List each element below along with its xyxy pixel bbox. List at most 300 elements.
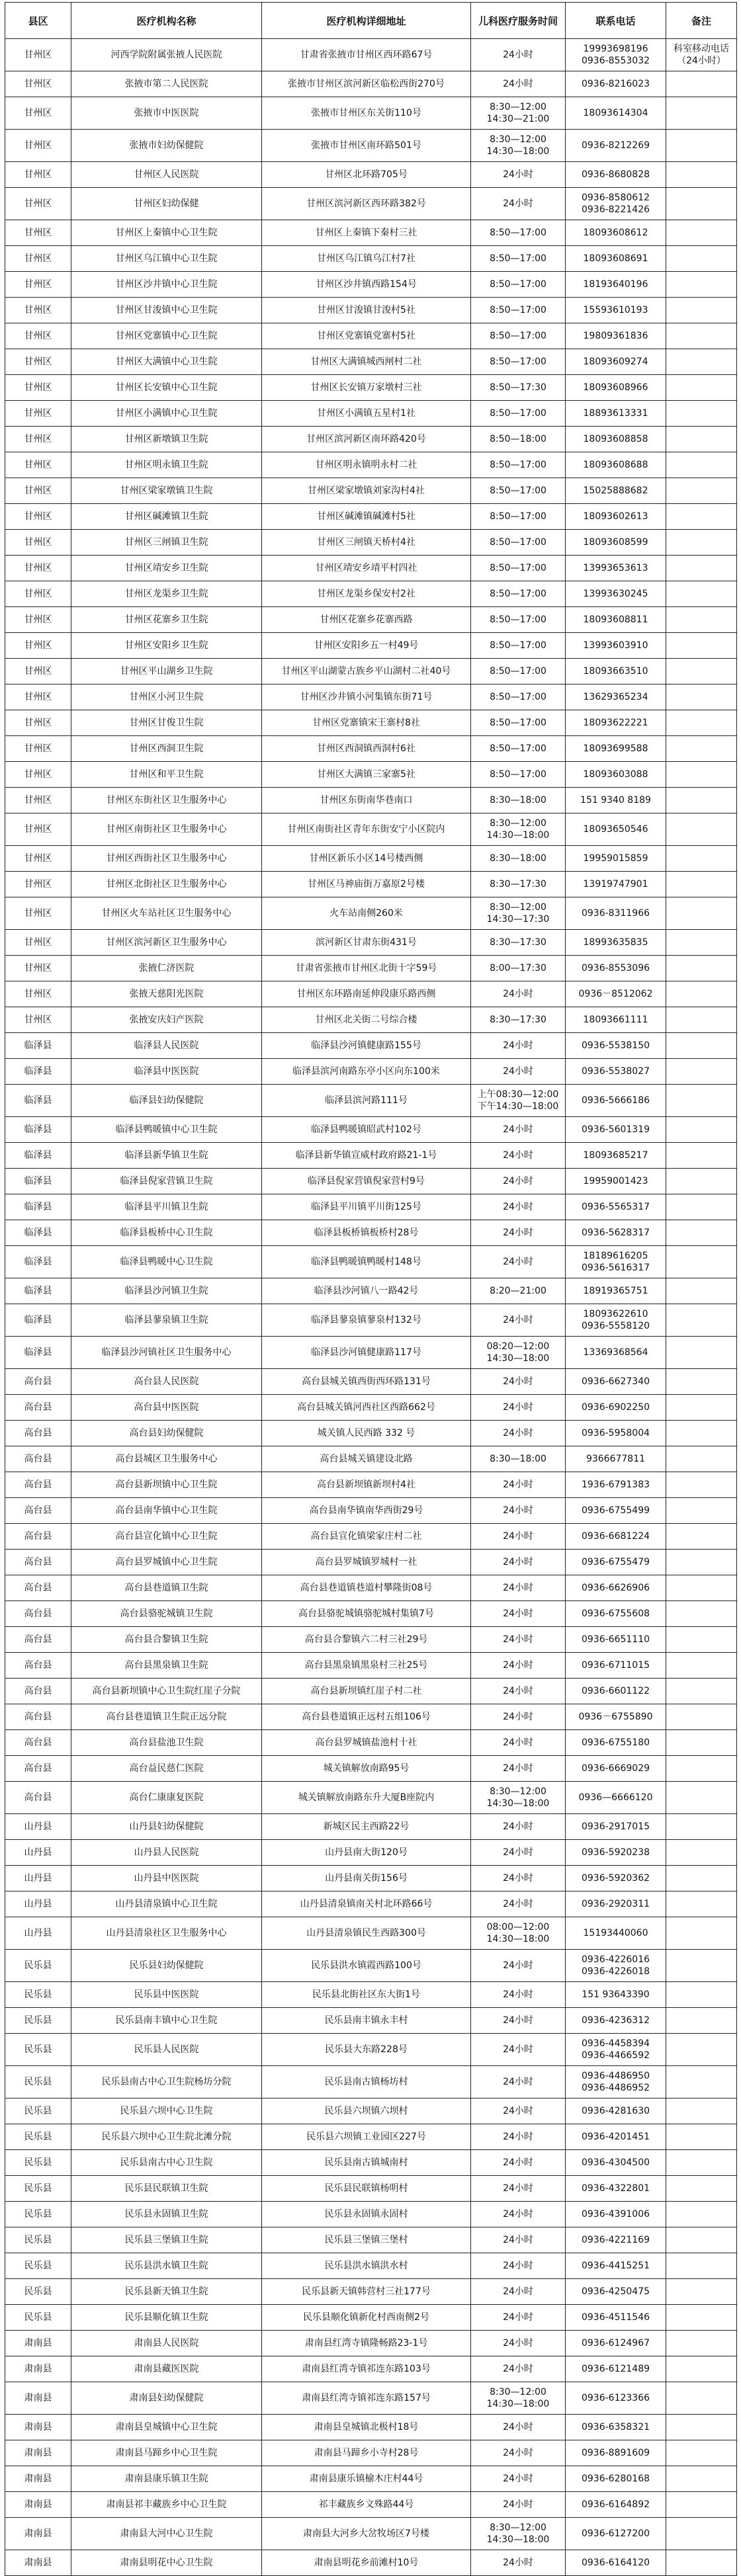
cell-phone-line: 0936-4226018	[581, 1966, 650, 1977]
cell-address: 民乐县南古镇城南村	[262, 2150, 471, 2176]
cell-service-hours	[471, 1194, 566, 1220]
cell-phone-line: 0936-6755608	[581, 1608, 650, 1619]
cell-county: 甘州区	[5, 39, 71, 71]
header-institution-name: 医疗机构名称	[71, 3, 262, 39]
cell-service-hours	[471, 1550, 566, 1575]
cell-county: 肃南县	[5, 2518, 71, 2550]
table-row	[5, 1917, 737, 1950]
table-row	[5, 427, 737, 452]
table-row	[5, 530, 737, 556]
cell-county: 甘州区	[5, 427, 71, 452]
cell-service-hours-line: 14:30—17:30	[486, 914, 550, 925]
cell-remark-line: 科室移动电话	[674, 44, 729, 54]
cell-institution-name: 民乐县三堡镇卫生院	[71, 2227, 262, 2253]
cell-county: 甘州区	[5, 401, 71, 427]
cell-remark	[666, 956, 737, 981]
cell-institution-name: 高台益民慈仁医院	[71, 1756, 262, 1782]
cell-service-hours-line: 8:50—17:00	[490, 408, 546, 419]
cell-address: 肃南县马蹄乡小寺村28号	[262, 2440, 471, 2466]
cell-remark	[666, 1891, 737, 1917]
cell-phone-line: 18093608612	[583, 228, 648, 238]
cell-phone	[566, 1866, 666, 1891]
cell-county: 高台县	[5, 1369, 71, 1395]
cell-phone-line: 0936-4201451	[581, 2132, 650, 2142]
table-row	[5, 1575, 737, 1601]
cell-phone	[566, 1446, 666, 1472]
cell-institution-name: 民乐县南古中心卫生院	[71, 2150, 262, 2176]
cell-service-hours-line: 24小时	[503, 1227, 533, 1238]
cell-phone-line: 0936-4221169	[581, 2235, 650, 2245]
cell-phone	[566, 530, 666, 556]
cell-institution-name: 甘州区乌江镇中心卫生院	[71, 246, 262, 272]
cell-phone	[566, 71, 666, 97]
cell-service-hours	[471, 71, 566, 97]
cell-institution-name: 肃南县祁丰藏族乡中心卫生院	[71, 2492, 262, 2518]
cell-institution-name: 河西学院附属张掖人民医院	[71, 39, 262, 71]
cell-service-hours	[471, 2550, 566, 2576]
cell-phone	[566, 2440, 666, 2466]
cell-phone-line: 0936-6681224	[581, 1531, 650, 1542]
cell-phone	[566, 323, 666, 349]
cell-address: 民乐县洪水镇霞西路100号	[262, 1950, 471, 1982]
cell-phone-line: 0936-4458394	[581, 2038, 650, 2049]
cell-phone	[566, 2202, 666, 2227]
cell-service-hours-line: 24小时	[503, 1634, 533, 1645]
cell-phone-line: 0936-6627340	[581, 1376, 650, 1387]
cell-phone	[566, 401, 666, 427]
cell-county: 肃南县	[5, 2356, 71, 2382]
cell-phone	[566, 710, 666, 736]
cell-phone-line: 13993603910	[583, 640, 648, 651]
cell-phone	[566, 1601, 666, 1627]
cell-phone	[566, 1395, 666, 1421]
cell-institution-name: 张掖市妇幼保健院	[71, 130, 262, 162]
table-row	[5, 2305, 737, 2331]
cell-institution-name: 临泽县鸭暖中心卫生院	[71, 1246, 262, 1278]
cell-address: 民乐县民联镇杨明村	[262, 2176, 471, 2202]
cell-remark	[666, 530, 737, 556]
cell-address: 民乐县六坝镇工业园区227号	[262, 2124, 471, 2150]
cell-remark	[666, 2034, 737, 2066]
cell-phone	[566, 1169, 666, 1194]
cell-phone-line: 0936-5616317	[581, 1263, 650, 1273]
cell-phone	[566, 1704, 666, 1730]
cell-county: 高台县	[5, 1653, 71, 1679]
cell-remark	[666, 581, 737, 607]
cell-phone-line: 15025888682	[583, 485, 648, 496]
cell-county: 临泽县	[5, 1337, 71, 1369]
cell-county: 甘州区	[5, 710, 71, 736]
cell-county: 民乐县	[5, 1982, 71, 2008]
cell-phone-line: 0936-4486952	[581, 2083, 650, 2093]
cell-phone	[566, 504, 666, 530]
cell-county: 甘州区	[5, 633, 71, 659]
cell-phone	[566, 607, 666, 633]
cell-county: 民乐县	[5, 2305, 71, 2331]
cell-phone	[566, 1117, 666, 1143]
cell-county: 甘州区	[5, 162, 71, 188]
cell-phone-line: 0936-6123366	[581, 2393, 650, 2403]
cell-county: 民乐县	[5, 1950, 71, 1982]
cell-institution-name: 临泽县沙河镇卫生院	[71, 1278, 262, 1304]
cell-address: 张掖市甘州区东关街110号	[262, 97, 471, 130]
cell-county: 山丹县	[5, 1840, 71, 1866]
cell-phone	[566, 1498, 666, 1524]
cell-county: 高台县	[5, 1446, 71, 1472]
cell-remark	[666, 1059, 737, 1085]
table-row	[5, 2440, 737, 2466]
cell-service-hours	[471, 930, 566, 956]
cell-phone-line: 18189616205	[583, 1251, 648, 1261]
table-row	[5, 1756, 737, 1782]
cell-service-hours	[471, 736, 566, 762]
table-row	[5, 401, 737, 427]
cell-remark	[666, 607, 737, 633]
cell-phone	[566, 1007, 666, 1033]
cell-address: 临泽县平川镇平川街125号	[262, 1194, 471, 1220]
cell-county: 临泽县	[5, 1033, 71, 1059]
cell-address: 民乐县洪水镇洪水村	[262, 2253, 471, 2279]
cell-address: 山丹县南大街120号	[262, 1840, 471, 1866]
cell-service-hours-line: 8:50—17:00	[490, 614, 546, 625]
cell-county: 甘州区	[5, 272, 71, 298]
cell-county: 甘州区	[5, 736, 71, 762]
cell-institution-name: 甘州区上秦镇中心卫生院	[71, 220, 262, 246]
cell-institution-name: 民乐县永固镇卫生院	[71, 2202, 262, 2227]
cell-institution-name: 山丹县妇幼保健院	[71, 1814, 262, 1840]
cell-county: 民乐县	[5, 2202, 71, 2227]
cell-county: 甘州区	[5, 897, 71, 930]
cell-phone-line: 0936-5538027	[581, 1066, 650, 1077]
header-service-hours: 儿科医疗服务时间	[471, 3, 566, 39]
cell-service-hours-line: 14:30—18:00	[486, 1934, 550, 1944]
cell-phone-line: 0936-5920238	[581, 1847, 650, 1858]
cell-phone-line: 18093614304	[583, 108, 648, 118]
table-row	[5, 39, 737, 71]
cell-phone	[566, 1950, 666, 1982]
cell-phone	[566, 872, 666, 897]
cell-service-hours-line: 8:30—17:30	[490, 1015, 546, 1025]
cell-address: 山丹县南关街156号	[262, 1866, 471, 1891]
cell-phone-line: 0936-8216023	[581, 79, 650, 89]
cell-service-hours	[471, 349, 566, 375]
cell-remark	[666, 246, 737, 272]
cell-institution-name: 民乐县民联镇卫生院	[71, 2176, 262, 2202]
cell-county: 临泽县	[5, 1278, 71, 1304]
cell-service-hours-line: 24小时	[503, 1066, 533, 1077]
cell-service-hours-line: 8:50—17:00	[490, 743, 546, 754]
cell-address: 甘州区党寨镇党寨村5社	[262, 323, 471, 349]
header-county: 县区	[5, 3, 71, 39]
cell-institution-name: 甘州区平山湖乡卫生院	[71, 659, 262, 685]
cell-service-hours-line: 8:30—18:00	[490, 1454, 546, 1464]
cell-county: 甘州区	[5, 478, 71, 504]
cell-phone-line: 151 9340 8189	[580, 795, 651, 806]
cell-service-hours	[471, 2492, 566, 2518]
cell-service-hours-line: 8:50—17:00	[490, 485, 546, 496]
cell-phone-line: 0936-4281630	[581, 2106, 650, 2116]
cell-service-hours-line: 8:50—17:00	[490, 718, 546, 728]
table-row	[5, 1524, 737, 1550]
cell-institution-name: 张掖仁济医院	[71, 956, 262, 981]
cell-institution-name: 甘州区北街社区卫生服务中心	[71, 872, 262, 897]
cell-remark	[666, 1627, 737, 1653]
cell-remark	[666, 427, 737, 452]
table-row	[5, 1950, 737, 1982]
cell-county: 民乐县	[5, 2034, 71, 2066]
cell-remark	[666, 736, 737, 762]
cell-phone-line: 0936-5565317	[581, 1202, 650, 1212]
cell-county: 高台县	[5, 1524, 71, 1550]
cell-service-hours-line: 24小时	[503, 1428, 533, 1438]
table-row	[5, 1891, 737, 1917]
cell-county: 甘州区	[5, 323, 71, 349]
cell-phone	[566, 1246, 666, 1278]
cell-phone	[566, 2253, 666, 2279]
cell-institution-name: 肃南县马蹄乡中心卫生院	[71, 2440, 262, 2466]
cell-service-hours	[471, 2253, 566, 2279]
cell-county: 高台县	[5, 1679, 71, 1704]
cell-remark	[666, 1472, 737, 1498]
cell-phone-line: 0936-6164120	[581, 2557, 650, 2568]
cell-county: 临泽县	[5, 1194, 71, 1220]
cell-address: 甘肃省张掖市甘州区西环路67号	[262, 39, 471, 71]
cell-phone-line: 0936-8311966	[581, 908, 650, 919]
cell-service-hours	[471, 1982, 566, 2008]
cell-phone-line: 0936-2917015	[581, 1821, 650, 1832]
cell-remark	[666, 323, 737, 349]
table-row	[5, 736, 737, 762]
cell-remark	[666, 1982, 737, 2008]
cell-phone	[566, 2227, 666, 2253]
cell-address: 甘州区长安镇万家墩村三社	[262, 375, 471, 401]
cell-service-hours	[471, 220, 566, 246]
cell-service-hours-line: 24小时	[503, 198, 533, 209]
cell-address: 甘州区滨河新区南环路420号	[262, 427, 471, 452]
cell-phone-line: 0936-6651110	[581, 1634, 650, 1645]
cell-institution-name: 甘州区梁家墩镇卫生院	[71, 478, 262, 504]
cell-phone-line: 0936-6164892	[581, 2499, 650, 2510]
table-row	[5, 2466, 737, 2492]
cell-address: 民乐县北街社区东大街1号	[262, 1982, 471, 2008]
cell-service-hours-line: 24小时	[503, 2209, 533, 2220]
cell-remark	[666, 2356, 737, 2382]
cell-service-hours	[471, 1891, 566, 1917]
cell-service-hours	[471, 427, 566, 452]
cell-service-hours-line: 24小时	[503, 1608, 533, 1619]
cell-county: 肃南县	[5, 2550, 71, 2576]
cell-county: 山丹县	[5, 1814, 71, 1840]
cell-phone-line: 0936-8221426	[581, 204, 650, 215]
table-row	[5, 2279, 737, 2305]
cell-phone	[566, 2279, 666, 2305]
cell-phone-line: 13993653613	[583, 563, 648, 573]
cell-phone	[566, 2066, 666, 2098]
cell-address: 临泽县板桥镇板桥村28号	[262, 1220, 471, 1246]
cell-institution-name: 张掖天慈阳光医院	[71, 981, 262, 1007]
cell-service-hours-line: 24小时	[503, 169, 533, 180]
cell-service-hours-line: 8:30—12:00	[490, 818, 546, 829]
cell-remark	[666, 762, 737, 788]
cell-service-hours	[471, 188, 566, 220]
cell-county: 甘州区	[5, 607, 71, 633]
cell-institution-name: 甘州区沙井镇中心卫生院	[71, 272, 262, 298]
cell-remark	[666, 2440, 737, 2466]
cell-service-hours-line: 8:30—12:00	[490, 134, 546, 145]
cell-address: 临泽县鸭暖镇鸭暖村148号	[262, 1246, 471, 1278]
cell-address: 张掖市甘州区滨河新区临松西街270号	[262, 71, 471, 97]
cell-phone	[566, 2415, 666, 2440]
cell-phone	[566, 2008, 666, 2034]
cell-service-hours	[471, 2034, 566, 2066]
cell-phone	[566, 1653, 666, 1679]
cell-service-hours	[471, 97, 566, 130]
cell-phone-line: 0936-8680828	[581, 169, 650, 180]
cell-phone	[566, 1304, 666, 1337]
cell-address: 甘州区滨河新区西环路382号	[262, 188, 471, 220]
cell-address: 甘州区上秦镇下秦村三社	[262, 220, 471, 246]
cell-institution-name: 高台县巷道镇卫生院正远分院	[71, 1704, 262, 1730]
cell-phone-line: 0936-5538150	[581, 1040, 650, 1051]
cell-phone	[566, 1782, 666, 1814]
table-row	[5, 375, 737, 401]
cell-remark	[666, 2382, 737, 2415]
cell-phone	[566, 1337, 666, 1369]
cell-phone-line: 18919365751	[583, 1286, 648, 1296]
cell-county: 山丹县	[5, 1917, 71, 1950]
cell-institution-name: 临泽县中医医院	[71, 1059, 262, 1085]
cell-institution-name: 肃南县大河中心卫生院	[71, 2518, 262, 2550]
cell-address: 甘州区平山湖蒙古族乡平山湖村二社40号	[262, 659, 471, 685]
cell-phone	[566, 897, 666, 930]
cell-service-hours-line: 14:30—21:00	[486, 114, 550, 124]
cell-remark	[666, 1007, 737, 1033]
cell-institution-name: 临泽县倪家营镇卫生院	[71, 1169, 262, 1194]
cell-remark	[666, 1756, 737, 1782]
cell-phone-line: 18093602613	[583, 511, 648, 522]
cell-remark	[666, 1304, 737, 1337]
cell-remark	[666, 2466, 737, 2492]
cell-institution-name: 高台县宣化镇中心卫生院	[71, 1524, 262, 1550]
table-row	[5, 272, 737, 298]
cell-institution-name: 高台县中医医院	[71, 1395, 262, 1421]
cell-county: 甘州区	[5, 762, 71, 788]
cell-phone-line: 18093603088	[583, 769, 648, 780]
table-row	[5, 2382, 737, 2415]
cell-service-hours-line: 8:00—17:30	[490, 963, 546, 974]
cell-service-hours-line: 24小时	[503, 1989, 533, 2000]
table-row	[5, 1421, 737, 1446]
cell-address: 甘州区大满镇城西闸村二社	[262, 349, 471, 375]
cell-service-hours-line: 8:30—18:00	[490, 795, 546, 806]
cell-phone-line: 15593610193	[583, 305, 648, 315]
cell-address: 城关镇解放南路东升大厦B座院内	[262, 1782, 471, 1814]
cell-phone-line: 18893613331	[583, 408, 648, 419]
cell-county: 甘州区	[5, 556, 71, 581]
table-row	[5, 2124, 737, 2150]
cell-service-hours-line: 24小时	[503, 1479, 533, 1490]
cell-institution-name: 民乐县六坝中心卫生院北滩分院	[71, 2124, 262, 2150]
cell-address: 民乐县永固镇永固村	[262, 2202, 471, 2227]
cell-phone-line: 0936-4304500	[581, 2157, 650, 2168]
cell-service-hours	[471, 846, 566, 872]
cell-address: 甘州区大满镇三家寨5社	[262, 762, 471, 788]
table-row	[5, 956, 737, 981]
cell-phone	[566, 1550, 666, 1575]
cell-service-hours	[471, 1653, 566, 1679]
cell-service-hours	[471, 478, 566, 504]
cell-service-hours-line: 24小时	[503, 2312, 533, 2323]
table-row	[5, 2492, 737, 2518]
table-row	[5, 97, 737, 130]
cell-service-hours	[471, 452, 566, 478]
cell-service-hours-line: 24小时	[503, 1899, 533, 1909]
cell-service-hours	[471, 2279, 566, 2305]
cell-institution-name: 高台县巷道镇卫生院	[71, 1575, 262, 1601]
cell-county: 甘州区	[5, 956, 71, 981]
cell-service-hours-line: 24小时	[503, 2557, 533, 2568]
cell-county: 临泽县	[5, 1220, 71, 1246]
cell-service-hours-line: 24小时	[503, 50, 533, 60]
cell-remark	[666, 2008, 737, 2034]
cell-county: 甘州区	[5, 504, 71, 530]
cell-remark	[666, 1840, 737, 1866]
cell-county: 高台县	[5, 1421, 71, 1446]
cell-phone-line: 18093609274	[583, 356, 648, 367]
cell-institution-name: 肃南县人民医院	[71, 2331, 262, 2356]
cell-phone	[566, 633, 666, 659]
cell-phone	[566, 1369, 666, 1395]
table-row	[5, 1498, 737, 1524]
cell-remark	[666, 162, 737, 188]
table-row	[5, 71, 737, 97]
cell-county: 山丹县	[5, 1866, 71, 1891]
cell-county: 甘州区	[5, 530, 71, 556]
cell-remark	[666, 2550, 737, 2576]
cell-institution-name: 张掖市第二人民医院	[71, 71, 262, 97]
cell-address: 甘州区北环路705号	[262, 162, 471, 188]
cell-phone-line: 18093685217	[583, 1150, 648, 1161]
cell-service-hours	[471, 1601, 566, 1627]
cell-institution-name: 山丹县清泉社区卫生服务中心	[71, 1917, 262, 1950]
cell-county: 民乐县	[5, 2008, 71, 2034]
cell-service-hours-line: 24小时	[503, 2448, 533, 2458]
cell-phone	[566, 1679, 666, 1704]
cell-phone	[566, 2150, 666, 2176]
cell-county: 甘州区	[5, 71, 71, 97]
cell-address: 甘州区马神庙街万嘉原2号楼	[262, 872, 471, 897]
cell-service-hours-line: 24小时	[503, 1660, 533, 1671]
cell-remark	[666, 846, 737, 872]
cell-address: 肃南县大河乡大岔牧场区7号楼	[262, 2518, 471, 2550]
cell-service-hours	[471, 788, 566, 813]
cell-phone-line: 0936-6601122	[581, 1686, 650, 1696]
cell-phone-line: 18093608858	[583, 434, 648, 444]
cell-service-hours-line: 24小时	[503, 2364, 533, 2374]
cell-remark	[666, 685, 737, 710]
cell-county: 高台县	[5, 1601, 71, 1627]
cell-remark	[666, 504, 737, 530]
cell-phone-line: 0936-6669029	[581, 1763, 650, 1774]
table-body	[5, 39, 737, 2576]
cell-institution-name: 临泽县人民医院	[71, 1033, 262, 1059]
cell-address: 滨河新区甘肃东街431号	[262, 930, 471, 956]
cell-service-hours-line: 8:50—17:00	[490, 511, 546, 522]
cell-phone-line: 0936-6127200	[581, 2528, 650, 2539]
cell-phone	[566, 1085, 666, 1117]
cell-service-hours-line: 24小时	[503, 1821, 533, 1832]
cell-service-hours	[471, 2124, 566, 2150]
